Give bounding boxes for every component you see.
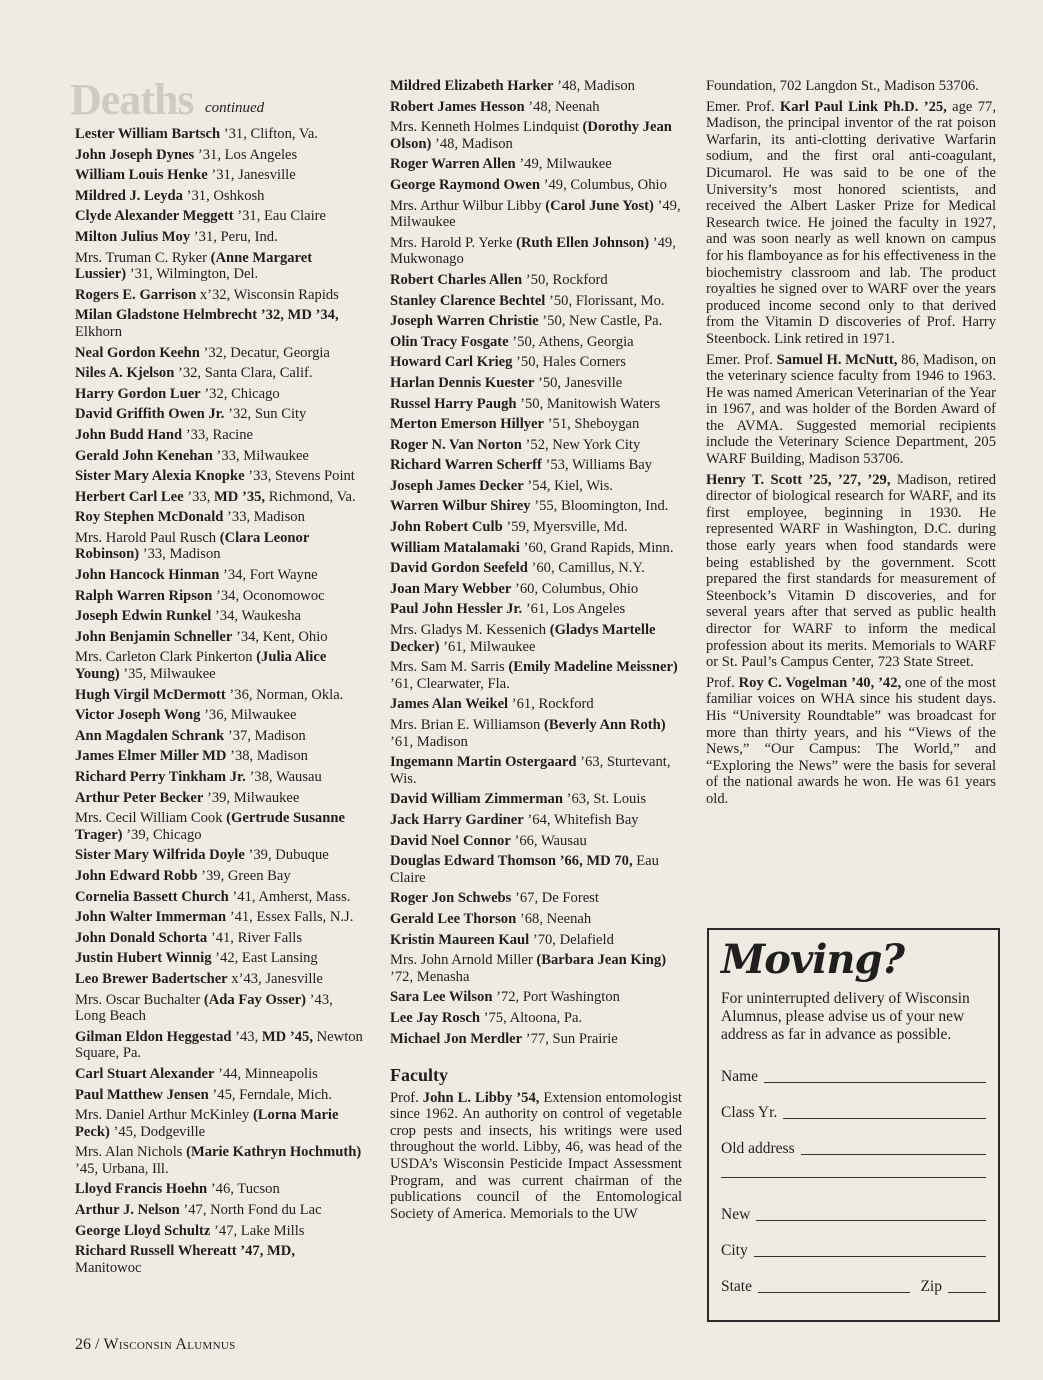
obituary-entry: Lee Jay Rosch ’75, Altoona, Pa. (390, 1009, 583, 1026)
faculty-entry: Emer. Prof. Karl Paul Link Ph.D. ’25, age 77, Madison, the principal inventor of the rat poison Warfarin, its anti-clotting derivative Warfarin sodium, and the first oral anti-coagulant, Dicumarol. He was said to be one of the University’s most honored scientists, and received the Albert Lasker Prize for Medical Research twice. He joined the faculty in 1927, and was soon nearly as well known on campus for his flamboyance as for his effectiveness in the biochemistry classroom and lab. The product royalties he signed over to WARF over the years produced income second only to that derived from the Vitamin D discoveries of Prof. Harry Steenbock. Link retired in 1971. (706, 98, 996, 347)
obituary-entry: Robert James Hesson ’48, Neenah (390, 98, 600, 115)
obituary-entry: Roy Stephen McDonald ’33, Madison (75, 509, 305, 526)
obituary-entry: Lloyd Francis Hoehn ’46, Tucson (75, 1181, 280, 1198)
obituary-entry: John Walter Immerman ’41, Essex Falls, N.J. (75, 909, 354, 926)
obituary-entry: Ingemann Martin Ostergaard ’63, Sturtevant, Wis. (390, 754, 671, 787)
class-field[interactable] (783, 1117, 986, 1119)
obituary-entry: James Alan Weikel ’61, Rockford (390, 696, 594, 713)
obituary-entry: Stanley Clarence Bechtel ’50, Florissant, Mo. (390, 292, 665, 309)
moving-title: Moving? (721, 936, 904, 983)
obituary-entry: Mrs. Cecil William Cook (Gertrude Susanne Trager) ’39, Chicago (75, 810, 345, 843)
obituary-entry: George Raymond Owen ’49, Columbus, Ohio (390, 176, 667, 193)
obituary-entry: John Edward Robb ’39, Green Bay (75, 867, 291, 884)
zip-field[interactable] (948, 1291, 986, 1293)
obituary-entry: Mrs. Daniel Arthur McKinley (Lorna Marie Peck) ’45, Dodgeville (75, 1107, 339, 1140)
obituary-entry: Joseph Edwin Runkel ’34, Waukesha (75, 608, 302, 625)
column-3 (706, 78, 996, 812)
obituary-entry: Mrs. Gladys M. Kessenich (Gladys Martelle Decker) ’61, Milwaukee (390, 622, 656, 655)
section-title: Deaths (70, 75, 194, 124)
obituary-entry: Sister Mary Alexia Knopke ’33, Stevens Point (75, 468, 355, 485)
obituary-entry: Kristin Maureen Kaul ’70, Delafield (390, 931, 614, 948)
obituary-entry: James Elmer Miller MD ’38, Madison (75, 748, 308, 765)
faculty-entry-libby: Prof. John L. Libby ’54, Extension entomologist since 1962. An authority on control of vegetable crop pests and insects, his writings were used throughout the world. Libby, 46, was head of the USDA’s Wisconsin Pesticide Impact Assessment Program, and was current chairman of the publications council of the Entomological Society of America. Memorials to the UW (390, 1089, 682, 1222)
obituary-entry: Richard Russell Whereatt ’47, MD, Manitowoc (75, 1243, 295, 1276)
obituary-entry: Mrs. Brian E. Williamson (Beverly Ann Roth) ’61, Madison (390, 717, 666, 750)
name-label: Name (721, 1068, 759, 1085)
obituary-entry: George Lloyd Schultz ’47, Lake Mills (75, 1222, 305, 1239)
obituary-entry: Herbert Carl Lee ’33, MD ’35, Richmond, Va. (75, 488, 356, 505)
change-of-address-form (707, 928, 1000, 1322)
obituary-entry: Mrs. Harold Paul Rusch (Clara Leonor Robinson) ’33, Madison (75, 529, 310, 563)
obituary-entry: John Joseph Dynes ’31, Los Angeles (75, 146, 298, 163)
obituary-entry: Warren Wilbur Shirey ’55, Bloomington, Ind. (390, 498, 669, 515)
old-address-field[interactable] (801, 1153, 986, 1155)
obituary-entry: Gerald John Kenehan ’33, Milwaukee (75, 447, 309, 464)
magazine-name: Wisconsin Alumnus (103, 1336, 236, 1353)
obituary-entry: Mrs. John Arnold Miller (Barbara Jean King) ’72, Menasha (390, 952, 667, 985)
old-address-label: Old address (721, 1140, 795, 1157)
new-address-label: New (721, 1206, 751, 1223)
obituary-entry: Mrs. Oscar Buchalter (Ada Fay Osser) ’43, Long Beach (75, 991, 333, 1025)
page-number: 26 (75, 1336, 91, 1353)
state-label: State (721, 1278, 752, 1295)
obituary-entry: Joseph Warren Christie ’50, New Castle, Pa. (390, 313, 663, 330)
obituary-entry: Victor Joseph Wong ’36, Milwaukee (75, 707, 297, 724)
obituary-entry: David Griffith Owen Jr. ’32, Sun City (75, 406, 307, 423)
new-address-row (721, 1206, 986, 1224)
obituary-entry: David William Zimmerman ’63, St. Louis (390, 791, 647, 808)
obituary-entry: Jack Harry Gardiner ’64, Whitefish Bay (390, 811, 639, 828)
obituary-entry: Paul Matthew Jensen ’45, Ferndale, Mich. (75, 1086, 332, 1103)
obituary-entry: John Hancock Hinman ’34, Fort Wayne (75, 567, 318, 584)
obituary-entry: Hugh Virgil McDermott ’36, Norman, Okla. (75, 686, 344, 703)
obituary-entry: John Benjamin Schneller ’34, Kent, Ohio (75, 628, 328, 645)
state-field[interactable] (758, 1291, 910, 1293)
section-subtitle: continued (205, 100, 265, 116)
obituary-entry: Clyde Alexander Meggett ’31, Eau Claire (75, 208, 327, 225)
obituary-entry: Leo Brewer Badertscher x’43, Janesville (75, 970, 323, 987)
old-address-field-2[interactable] (721, 1176, 986, 1178)
column-2 (390, 78, 682, 1226)
obituary-entry: Harry Gordon Luer ’32, Chicago (75, 385, 280, 402)
obituary-entry: Joseph James Decker ’54, Kiel, Wis. (390, 477, 613, 494)
obituary-list-1 (75, 126, 365, 1276)
state-zip-row (721, 1278, 986, 1296)
obituary-entry: Russel Harry Paugh ’50, Manitowish Waters (390, 395, 661, 412)
obituary-entry: Mrs. Truman C. Ryker (Anne Margaret Lussier) ’31, Wilmington, Del. (75, 249, 313, 283)
obituary-entry: Mildred J. Leyda ’31, Oshkosh (75, 187, 265, 204)
obituary-entry: Arthur J. Nelson ’47, North Fond du Lac (75, 1202, 322, 1219)
obituary-entry: Carl Stuart Alexander ’44, Minneapolis (75, 1065, 318, 1082)
obituary-entry: Mrs. Kenneth Holmes Lindquist (Dorothy Jean Olson) ’48, Madison (390, 119, 672, 152)
name-row (721, 1068, 986, 1086)
old-address-row (721, 1140, 986, 1158)
obituary-entry: Merton Emerson Hillyer ’51, Sheboygan (390, 416, 640, 433)
obituary-entry: Paul John Hessler Jr. ’61, Los Angeles (390, 601, 626, 618)
name-field[interactable] (764, 1081, 986, 1083)
obituary-entry: Sara Lee Wilson ’72, Port Washington (390, 989, 620, 1006)
obituary-entry: William Matalamaki ’60, Grand Rapids, Minn. (390, 539, 674, 556)
moving-instructions: For uninterrupted delivery of Wisconsin Alumnus, please advise us of your new address as far in advance as possible. (721, 990, 970, 1043)
obituary-entry: Ann Magdalen Schrank ’37, Madison (75, 727, 306, 744)
obituary-entry: Gerald Lee Thorson ’68, Neenah (390, 910, 592, 927)
obituary-entry: Cornelia Bassett Church ’41, Amherst, Mass. (75, 888, 351, 905)
class-label: Class Yr. (721, 1104, 778, 1121)
obituary-entry: Mrs. Carleton Clark Pinkerton (Julia Alice Young) ’35, Milwaukee (75, 649, 327, 683)
obituary-entry: Mrs. Arthur Wilbur Libby (Carol June Yost) ’49, Milwaukee (390, 197, 681, 231)
obituary-entry: Robert Charles Allen ’50, Rockford (390, 271, 608, 288)
obituary-entry: Justin Hubert Winnig ’42, East Lansing (75, 950, 318, 967)
obituary-entry: John Donald Schorta ’41, River Falls (75, 929, 303, 946)
obituary-entry: Howard Carl Krieg ’50, Hales Corners (390, 354, 626, 371)
obituary-entry: Milton Julius Moy ’31, Peru, Ind. (75, 228, 278, 245)
obituary-entry: Michael Jon Merdler ’77, Sun Prairie (390, 1030, 618, 1047)
obituary-entry: Roger N. Van Norton ’52, New York City (390, 436, 641, 453)
faculty-entries (706, 78, 996, 808)
obituary-entry: Sister Mary Wilfrida Doyle ’39, Dubuque (75, 847, 329, 864)
faculty-entry: Prof. Roy C. Vogelman ’40, ’42, one of the most familiar voices on WHA since his student days. His “University Roundtable” was broadcast for more than thirty years, and his “Views of the News,” “Our Campus: The World,” and “Exploring the News” were the basis for several of the national awards he won. He was 61 years old. (706, 674, 997, 807)
obituary-entry: Roger Jon Schwebs ’67, De Forest (390, 890, 599, 907)
obituary-entry: Douglas Edward Thomson ’66, MD 70, Eau Claire (390, 853, 659, 886)
obituary-entry: Mildred Elizabeth Harker ’48, Madison (390, 78, 635, 94)
obituary-entry: Rogers E. Garrison x’32, Wisconsin Rapids (75, 286, 339, 303)
obituary-entry: Roger Warren Allen ’49, Milwaukee (390, 156, 612, 173)
obituary-entry: William Louis Henke ’31, Janesville (75, 167, 296, 184)
new-address-field[interactable] (756, 1219, 986, 1221)
obituary-entry: Milan Gladstone Helmbrecht ’32, MD ’34, Elkhorn (75, 307, 339, 340)
obituary-list-2 (390, 78, 682, 1047)
page-footer (75, 1336, 236, 1354)
city-label: City (721, 1242, 748, 1259)
obituary-entry: David Noel Connor ’66, Wausau (390, 832, 587, 849)
faculty-entry: Henry T. Scott ’25, ’27, ’29, Madison, retired director of biological research for WARF, and its first employee, beginning in 1930. He represented WARF in Washington, D.C. during those early years when food standards were being established by the government. Scott prepared the first standards for measurement of Steenbock’s Vitamin D discoveries, and for several years after that served as public health director for WARF to inform the medical profession about its merits. Memorials to WARF or St. Paul’s Campus Center, 723 State Street. (706, 471, 996, 671)
obituary-entry: Mrs. Harold P. Yerke (Ruth Ellen Johnson) ’49, Mukwonago (390, 234, 676, 268)
city-row (721, 1242, 986, 1260)
class-row (721, 1104, 986, 1122)
obituary-entry: David Gordon Seefeld ’60, Camillus, N.Y. (390, 560, 645, 577)
obituary-entry: Richard Perry Tinkham Jr. ’38, Wausau (75, 769, 322, 785)
obituary-entry: Richard Warren Scherff ’53, Williams Bay (390, 457, 653, 474)
obituary-entry: Joan Mary Webber ’60, Columbus, Ohio (390, 580, 639, 597)
faculty-entry: Emer. Prof. Samuel H. McNutt, 86, Madison, on the veterinary science faculty from 1946 to 1963. He was named American Veterinarian of the Year in 1967, and was holder of the Borden Award of the AVMA. Suggested memorial recipients include the Veterinary Science Department, 205 WARF Building, Madison 53706. (706, 351, 996, 468)
obituary-entry: John Budd Hand ’33, Racine (75, 426, 254, 443)
obituary-entry: Arthur Peter Becker ’39, Milwaukee (75, 789, 300, 806)
faculty-entry: Foundation, 702 Langdon St., Madison 53706. (706, 78, 979, 94)
obituary-entry: Gilman Eldon Heggestad ’43, MD ’45, Newton Square, Pa. (75, 1028, 363, 1062)
obituary-entry: Neal Gordon Keehn ’32, Decatur, Georgia (75, 344, 330, 361)
zip-label: Zip (920, 1278, 942, 1295)
obituary-entry: John Robert Culb ’59, Myersville, Md. (390, 519, 628, 536)
city-field[interactable] (754, 1255, 986, 1257)
section-header (70, 75, 365, 124)
footer-separator: / (95, 1336, 100, 1353)
obituary-entry: Niles A. Kjelson ’32, Santa Clara, Calif. (75, 365, 313, 382)
obituary-entry: Mrs. Alan Nichols (Marie Kathryn Hochmuth) ’45, Urbana, Ill. (75, 1144, 362, 1177)
obituary-entry: Ralph Warren Ripson ’34, Oconomowoc (75, 587, 325, 604)
obituary-entry: Olin Tracy Fosgate ’50, Athens, Georgia (390, 333, 634, 350)
obituary-entry: Harlan Dennis Kuester ’50, Janesville (390, 374, 623, 391)
obituary-entry: Lester William Bartsch ’31, Clifton, Va. (75, 126, 318, 142)
column-1 (70, 75, 365, 1280)
obituary-entry: Mrs. Sam M. Sarris (Emily Madeline Meissner) ’61, Clearwater, Fla. (390, 659, 678, 692)
faculty-heading: Faculty (390, 1065, 448, 1086)
